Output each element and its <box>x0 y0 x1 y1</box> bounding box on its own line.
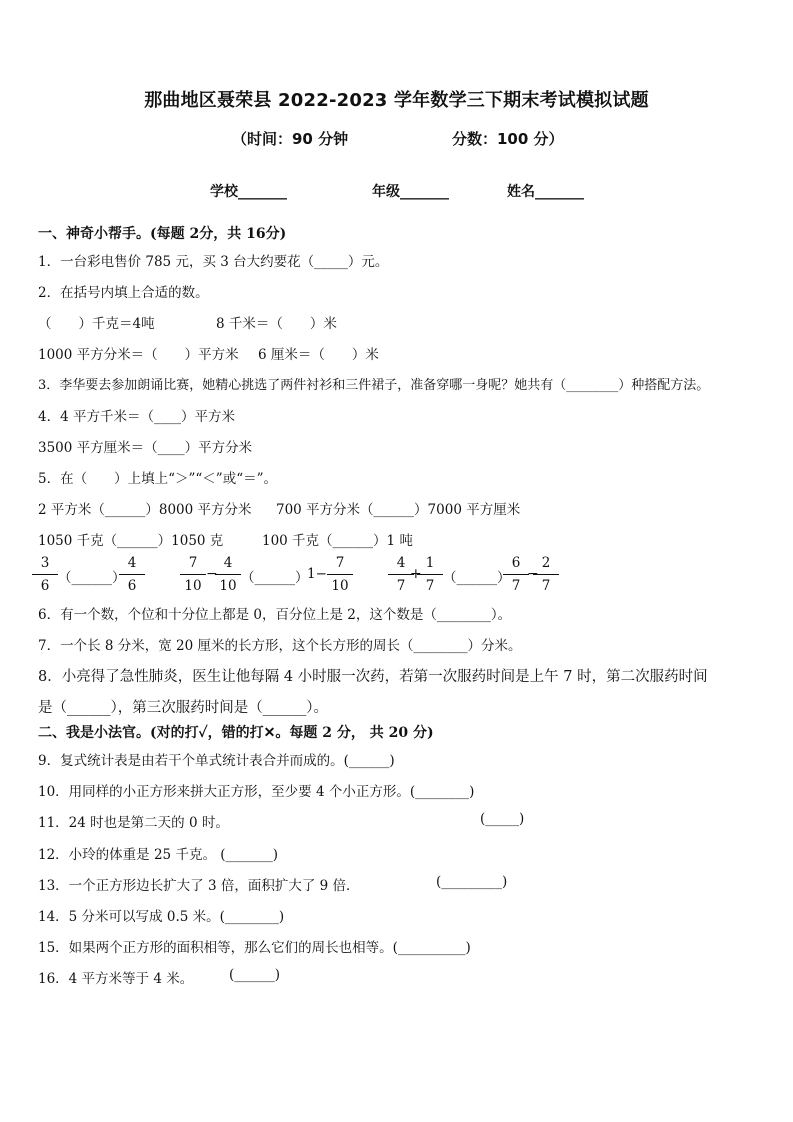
question-13: 13．一个正方形边长扩大了 3 倍，面积扩大了 9 倍． <box>38 878 360 894</box>
question-4b: 3500 平方厘米＝（____）平方分米 <box>38 440 253 456</box>
question-10: 10．用同样的小正方形来拼大正方形，至少要 4 个小正方形。(________) <box>38 784 475 800</box>
fraction-1-7: $\frac{1}{7}$ <box>417 556 443 594</box>
section-1-heading: 一、神奇小帮手。(每题 2分，共 16分) <box>38 226 287 242</box>
compare-blank-3: （______） <box>443 570 511 586</box>
compare-blank-1: （______） <box>58 570 126 586</box>
fraction-4-7: $\frac{4}{7}$ <box>388 556 414 594</box>
one-minus: 1− <box>307 566 327 582</box>
question-14: 14．5 分米可以写成 0.5 米。(________) <box>38 909 285 925</box>
question-13-blank: (_________) <box>436 874 508 890</box>
name-field: 姓名_______ <box>507 184 584 200</box>
question-5a: 2 平方米（______）8000 平方分米 <box>38 502 252 518</box>
fraction-3-6: $\frac{3}{6}$ <box>32 556 58 594</box>
question-8-line-1: 8．小亮得了急性肺炎，医生让他每隔 4 小时服一次药，若第一次服药时间是上午 7 时，第二次服药时间 <box>38 669 708 685</box>
question-16-blank: (______) <box>229 967 281 983</box>
question-6: 6．有一个数，个位和十分位上都是 0，百分位上是 2，这个数是（________）。 <box>38 607 512 623</box>
minus-sign-2: − <box>527 566 539 582</box>
question-11: 11．24 时也是第二天的 0 时。 <box>38 815 229 831</box>
fraction-6-7: $\frac{6}{7}$ <box>503 556 529 594</box>
question-2d: 6 厘米＝（ ）米 <box>258 347 379 363</box>
score-label: 分数：100 分） <box>452 130 564 148</box>
question-2c: 1000 平方分米＝（ ）平方米 <box>38 347 239 363</box>
question-5c: 1050 千克（______）1050 克 <box>38 533 224 549</box>
time-label: （时间：90 分钟 <box>232 130 349 148</box>
question-2: 2．在括号内填上合适的数。 <box>38 285 209 301</box>
question-4: 4．4 平方千米＝（____）平方米 <box>38 409 235 425</box>
grade-field: 年级_______ <box>372 184 449 200</box>
question-5: 5．在（ ）上填上“＞”“＜”或“＝”。 <box>38 471 277 487</box>
question-11-blank: (_____) <box>480 811 525 827</box>
question-9: 9．复式统计表是由若干个单式统计表合并而成的。(______) <box>38 753 395 769</box>
fraction-7-10-b: $\frac{7}{10}$ <box>327 556 353 594</box>
question-2b: 8 千米＝（ ）米 <box>216 316 337 332</box>
question-5d: 100 千克（______）1 吨 <box>262 533 413 549</box>
compare-blank-2: （______） <box>241 570 309 586</box>
question-15: 15．如果两个正方形的面积相等，那么它们的周长也相等。(__________) <box>38 940 471 956</box>
minus-sign-1: − <box>206 566 218 582</box>
section-2-heading: 二、我是小法官。(对的打✓，错的打✕。每题 2 分， 共 20 分) <box>38 725 434 741</box>
exam-title: 那曲地区聂荣县 2022-2023 学年数学三下期末考试模拟试题 <box>144 90 649 111</box>
fraction-4-10: $\frac{4}{10}$ <box>215 556 241 594</box>
question-7: 7．一个长 8 分米，宽 20 厘米的长方形，这个长方形的周长（________）分米。 <box>38 638 522 654</box>
plus-sign: + <box>410 566 422 582</box>
question-3: 3．李华要去参加朗诵比赛，她精心挑选了两件衬衫和三件裙子，准备穿哪一身呢？她共有（________）种搭配方法。 <box>38 378 710 393</box>
fraction-4-6: $\frac{4}{6}$ <box>119 556 145 594</box>
question-1: 1．一台彩电售价 785 元，买 3 台大约要花（_____）元。 <box>38 254 389 270</box>
question-16: 16．4 平方米等于 4 米。 <box>38 971 194 987</box>
school-field: 学校_______ <box>210 184 287 200</box>
question-5b: 700 平方分米（______）7000 平方厘米 <box>276 502 521 518</box>
fraction-2-7: $\frac{2}{7}$ <box>533 556 559 594</box>
question-8-line-2: 是（______），第三次服药时间是（______）。 <box>38 700 328 716</box>
question-2a: （ ）千克＝4吨 <box>38 316 155 332</box>
question-12: 12．小玲的体重是 25 千克。 (_______) <box>38 847 279 863</box>
fraction-7-10: $\frac{7}{10}$ <box>180 556 206 594</box>
